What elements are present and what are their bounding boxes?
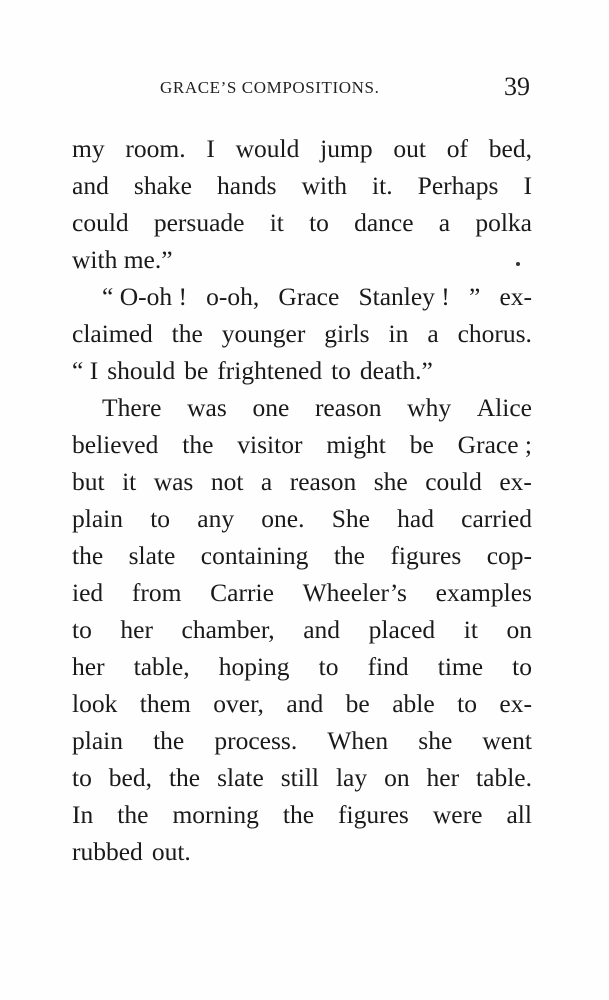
word: slate <box>128 541 176 570</box>
word: room. <box>125 134 186 163</box>
word: shake <box>133 171 192 200</box>
word: to <box>331 356 351 385</box>
word: “ I <box>72 356 99 385</box>
word: any <box>197 504 235 533</box>
word: with me.” <box>72 245 173 274</box>
word: them <box>139 689 191 718</box>
word: chamber, <box>181 615 275 644</box>
word: it <box>269 208 284 237</box>
word: on <box>384 763 410 792</box>
word: the <box>282 800 315 829</box>
text-line <box>72 352 532 389</box>
word: to <box>72 615 92 644</box>
word: her <box>426 763 460 792</box>
text-line <box>72 574 532 611</box>
word: ied <box>72 578 104 607</box>
word: a <box>438 208 451 237</box>
ink-speck <box>516 262 520 266</box>
word: the <box>153 726 185 755</box>
word: girls <box>324 319 370 348</box>
text-line <box>72 722 532 759</box>
word: When <box>327 726 389 755</box>
text-line <box>72 389 532 426</box>
word: death.” <box>359 356 433 385</box>
word: out. <box>151 837 191 866</box>
word: one. <box>261 504 305 533</box>
word: Grace ; <box>457 430 532 459</box>
word: rubbed <box>72 837 143 866</box>
word: dance <box>354 208 414 237</box>
word: reason <box>289 467 357 496</box>
word: chorus. <box>457 319 532 348</box>
word: in <box>388 319 409 348</box>
word: was <box>153 467 194 496</box>
word: jump <box>320 134 373 163</box>
word: went <box>482 726 532 755</box>
word: the <box>182 430 214 459</box>
text-line <box>72 759 532 796</box>
word: might <box>326 430 386 459</box>
text-line <box>72 315 532 352</box>
word: and <box>72 171 109 200</box>
word: and <box>303 615 341 644</box>
word: polka <box>475 208 532 237</box>
word: believed <box>72 430 159 459</box>
word: hoping <box>218 652 290 681</box>
word: claimed <box>72 319 153 348</box>
word: There <box>102 393 162 422</box>
word: was <box>187 393 227 422</box>
word: examples <box>435 578 532 607</box>
word: In <box>72 800 94 829</box>
word: o-oh, <box>206 282 260 311</box>
word: she <box>373 467 408 496</box>
word: the <box>333 541 365 570</box>
word: to <box>309 208 329 237</box>
page-number: 39 <box>504 72 530 101</box>
word: on <box>506 615 532 644</box>
word: be <box>184 356 209 385</box>
text-line <box>72 278 532 315</box>
word: containing <box>200 541 309 570</box>
word: lay <box>335 763 368 792</box>
word: ex- <box>499 282 532 311</box>
word: time <box>437 652 484 681</box>
word: I <box>206 134 215 163</box>
word: persuade <box>153 208 245 237</box>
word: figures <box>338 800 409 829</box>
word: the <box>117 800 149 829</box>
text-line <box>72 500 532 537</box>
text-line <box>72 130 532 167</box>
word: Perhaps <box>417 171 499 200</box>
word: her <box>72 652 105 681</box>
word: would <box>235 134 300 163</box>
word: to <box>512 652 532 681</box>
word: why <box>407 393 452 422</box>
word: Carrie <box>210 578 274 607</box>
word: hands <box>217 171 277 200</box>
word: could <box>425 467 482 496</box>
word: out <box>393 134 426 163</box>
word: placed <box>368 615 436 644</box>
word: carried <box>461 504 532 533</box>
word: look <box>72 689 118 718</box>
text-line <box>72 537 532 574</box>
word: visitor <box>237 430 303 459</box>
word: younger <box>221 319 306 348</box>
text-line <box>72 685 532 722</box>
text-line <box>72 167 532 204</box>
word: to <box>318 652 339 681</box>
word: cop- <box>486 541 532 570</box>
word: be <box>345 689 370 718</box>
word: bed, <box>488 134 532 163</box>
word: to <box>457 689 477 718</box>
word: still <box>280 763 320 792</box>
word: find <box>367 652 409 681</box>
word: plain <box>72 726 123 755</box>
word: and <box>286 689 324 718</box>
word: a <box>427 319 439 348</box>
word: not <box>210 467 244 496</box>
word: table. <box>476 763 532 792</box>
word: Stanley ! <box>358 282 450 311</box>
word: it <box>122 467 137 496</box>
text-line <box>72 611 532 648</box>
running-title: GRACE’S COMPOSITIONS. <box>160 78 380 97</box>
word: frightened <box>217 356 323 385</box>
word: able <box>392 689 435 718</box>
word: should <box>107 356 176 385</box>
word: “ O-oh ! <box>102 282 187 311</box>
text-line <box>72 796 532 833</box>
word: ” <box>468 282 481 311</box>
word: reason <box>314 393 382 422</box>
word: with <box>301 171 347 200</box>
text-line <box>72 204 532 241</box>
word: Alice <box>476 393 532 422</box>
word: table, <box>133 652 190 681</box>
word: be <box>409 430 434 459</box>
word: her <box>120 615 153 644</box>
text-line <box>72 833 532 870</box>
word: ex- <box>499 467 532 496</box>
word: the <box>72 541 104 570</box>
word: could <box>72 208 129 237</box>
word: Wheeler’s <box>302 578 407 607</box>
word: it. <box>372 171 393 200</box>
word: to <box>150 504 171 533</box>
word: one <box>252 393 290 422</box>
word: Grace <box>278 282 340 311</box>
text-line <box>72 241 532 278</box>
word: over, <box>213 689 264 718</box>
word: process. <box>214 726 298 755</box>
word: my <box>72 134 105 163</box>
word: to <box>72 763 92 792</box>
word: the <box>171 319 203 348</box>
word: all <box>506 800 532 829</box>
body-text <box>72 130 532 870</box>
word: were <box>432 800 483 829</box>
word: but <box>72 467 105 496</box>
word: figures <box>390 541 462 570</box>
word: a <box>260 467 273 496</box>
running-header <box>72 72 534 102</box>
word: plain <box>72 504 123 533</box>
text-line <box>72 463 532 500</box>
word: bed, <box>108 763 152 792</box>
word: from <box>131 578 182 607</box>
text-line <box>72 648 532 685</box>
word: of <box>446 134 468 163</box>
word: morning <box>172 800 259 829</box>
word: the <box>168 763 201 792</box>
word: slate <box>217 763 264 792</box>
text-line <box>72 426 532 463</box>
word: she <box>418 726 453 755</box>
word: had <box>397 504 434 533</box>
word: it <box>463 615 478 644</box>
word: ex- <box>499 689 532 718</box>
word: She <box>331 504 370 533</box>
word: I <box>523 171 532 200</box>
